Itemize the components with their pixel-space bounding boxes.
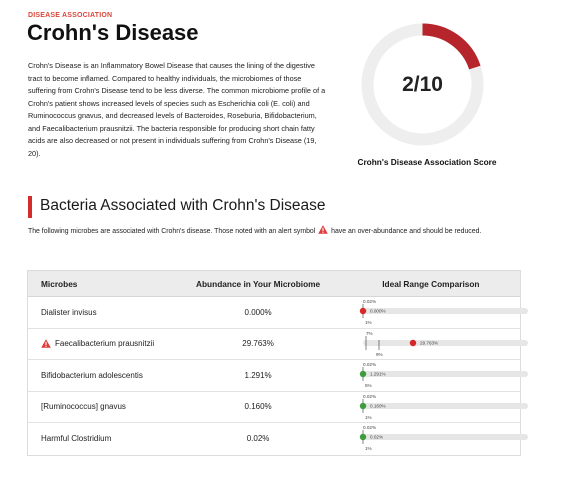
alert-icon xyxy=(41,339,51,348)
microbe-cell xyxy=(28,434,174,443)
header-abundance: Abundance in Your Microbiome xyxy=(196,278,321,289)
microbe-name: Harmful Clostridium xyxy=(41,434,112,444)
microbe-name: Dialister invisus xyxy=(41,307,97,317)
abundance-marker xyxy=(360,308,366,314)
abundance-value: 0.160% xyxy=(244,402,272,412)
range-low-label: 7% xyxy=(365,330,373,336)
range-low-label: 0.02% xyxy=(362,393,376,399)
range-track xyxy=(363,371,528,377)
section-title: Bacteria Associated with Crohn's Disease xyxy=(40,197,326,214)
microbe-name: Faecalibacterium prausnitzii xyxy=(55,339,155,349)
range-chart xyxy=(342,423,521,454)
section-note xyxy=(28,225,528,237)
microbe-name: Bifidobacterium adolescentis xyxy=(41,370,143,380)
range-chart xyxy=(342,329,521,360)
section-note-text-after: have an over-abundance and should be reduced. xyxy=(331,228,482,235)
disease-description: Crohn's Disease is an Inflammatory Bowel Disease that causes the lining of the digestive tract to become inflamed. Compared to healthy individuals, the microbiomes of those suffering from Crohn's Disease tend to be less diverse. The common microbiome profile of a Crohn's patient shows increased levels of species such as Escherichia coli (E. coli) and Ruminococcus gnavus, and decreased levels of Bacteroides, Roseburia, Bifidobacterium, and Faecalibacterium prausnitzii. The bacteria responsible for producing short chain fatty acids are also decreased or not present in individuals suffering from Crohn's Disease (19, 20). xyxy=(28,61,326,158)
range-chart xyxy=(342,297,521,328)
bacteria-table xyxy=(27,270,521,456)
marker-label: 0.02% xyxy=(369,434,383,440)
range-cell xyxy=(342,329,520,360)
microbe-cell xyxy=(28,308,174,317)
range-track xyxy=(363,308,528,314)
abundance-value: 0.000% xyxy=(244,307,272,317)
alert-icon xyxy=(318,225,328,234)
range-track xyxy=(363,340,528,346)
abundance-marker xyxy=(360,434,366,440)
range-high-label: 1% xyxy=(364,320,372,325)
header-range: Ideal Range Comparison xyxy=(382,278,480,289)
table-row xyxy=(28,392,520,424)
abundance-marker xyxy=(410,339,416,345)
range-high-label: 1% xyxy=(364,446,372,451)
abundance-marker xyxy=(360,371,366,377)
page-title: Crohn's Disease xyxy=(27,20,199,45)
range-high-label: 5% xyxy=(364,383,372,388)
table-row xyxy=(28,360,520,392)
score-value: 2/10 xyxy=(402,72,443,96)
abundance-value: 29.763% xyxy=(242,339,274,349)
range-cell xyxy=(342,297,520,328)
table-row xyxy=(28,329,520,361)
range-cell xyxy=(342,392,520,423)
header-microbes: Microbes xyxy=(41,278,78,289)
section-accent-bar xyxy=(28,196,32,218)
marker-label: 0.160% xyxy=(369,403,386,409)
range-low-label: 0.02% xyxy=(362,299,376,304)
microbe-cell xyxy=(28,371,174,380)
range-low-label: 0.02% xyxy=(362,425,376,430)
abundance-value: 1.291% xyxy=(244,370,272,380)
marker-label: 1.291% xyxy=(369,371,386,377)
table-row xyxy=(28,423,520,455)
abundance-marker xyxy=(360,402,366,408)
range-cell xyxy=(342,423,520,455)
range-cell xyxy=(342,360,520,391)
range-high-label: 9% xyxy=(375,351,383,357)
range-chart xyxy=(342,360,521,391)
abundance-value: 0.02% xyxy=(246,434,270,444)
marker-label: 29.763% xyxy=(419,340,438,346)
score-gauge xyxy=(360,22,485,147)
section-note-text-before: The following microbes are associated with Crohn's disease. Those noted with an alert symbol xyxy=(28,228,316,235)
range-chart xyxy=(342,392,521,423)
microbe-cell xyxy=(28,339,174,348)
range-low-label: 0.02% xyxy=(362,362,376,367)
marker-label: 0.000% xyxy=(369,308,386,314)
table-header xyxy=(28,271,520,297)
range-track xyxy=(363,434,528,440)
table-row xyxy=(28,297,520,329)
microbe-cell xyxy=(28,402,174,411)
microbe-name: [Ruminococcus] gnavus xyxy=(41,402,126,412)
range-high-label: 1% xyxy=(364,414,372,420)
range-track xyxy=(363,403,528,409)
disease-eyebrow: DISEASE ASSOCIATION xyxy=(28,12,113,19)
score-label: Crohn's Disease Association Score xyxy=(357,157,497,167)
